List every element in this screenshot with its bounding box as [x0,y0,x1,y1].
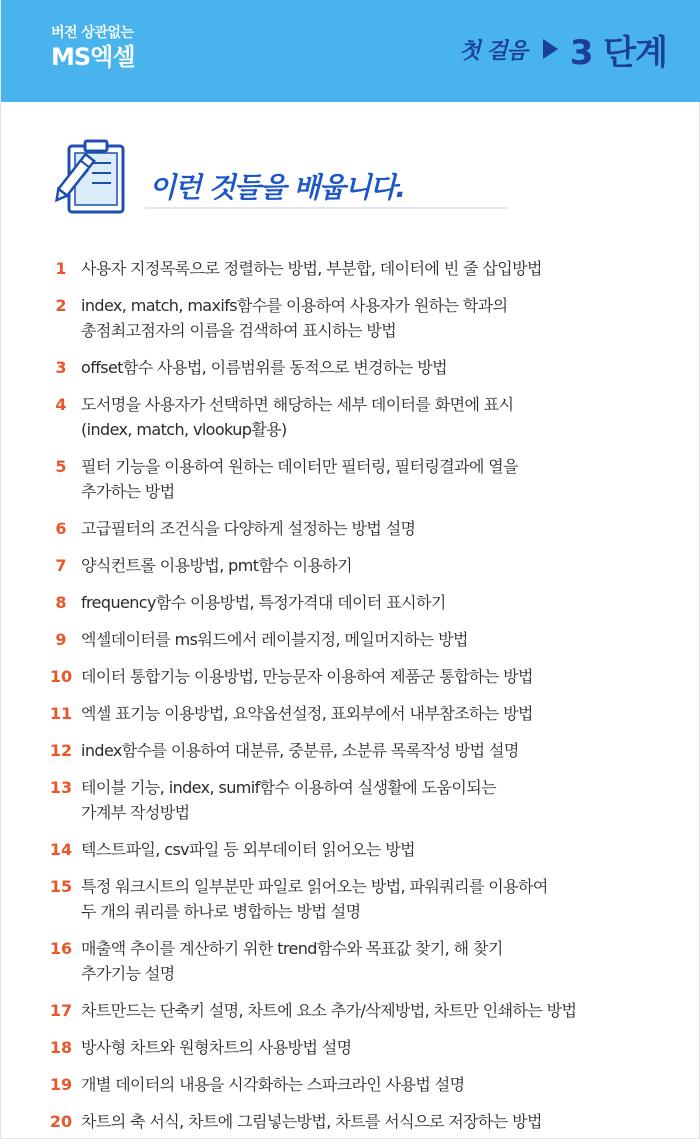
list-item [41,998,681,1023]
list-item [41,701,681,726]
curriculum-list [41,256,681,1139]
item-number: 19 [49,1075,73,1094]
list-item [41,516,681,541]
item-number: 14 [49,840,73,859]
item-text: 특정 워크시트의 일부분만 파일로 읽어오는 방법, 파워쿼리를 이용하여 두 개의 쿼리를 하나로 병합하는 방법 설명 [81,877,548,921]
list-item [41,1035,681,1060]
item-number: 6 [55,519,67,538]
brand [51,24,135,72]
item-text: 엑셀 표기능 이용방법, 요약옵션설정, 표외부에서 내부참조하는 방법 [81,704,533,723]
stage-step-first: 첫 [459,37,480,64]
play-arrow-icon [543,39,558,59]
list-item [41,1072,681,1097]
item-number: 15 [49,877,73,896]
item-text: 매출액 추이를 계산하기 위한 trend함수와 목표값 찾기, 해 찾기 추가기능 설명 [81,939,503,983]
section-title: 이런 것들을 배웁니다. [149,171,405,204]
item-text: 차트의 축 서식, 차트에 그림넣는방법, 차트를 서식으로 저장하는 방법 [81,1112,542,1131]
list-item [41,454,681,504]
item-text: 도서명을 사용자가 선택하면 해당하는 세부 데이터를 화면에 표시 (index, match, vlookup활용) [81,395,514,439]
list-item [41,738,681,763]
item-number: 1 [55,259,67,278]
item-text: 엑셀데이터를 ms워드에서 레이블지정, 메일머지하는 방법 [81,630,468,649]
item-text: index함수를 이용하여 대분류, 중분류, 소분류 목록작성 방법 설명 [81,741,519,760]
item-number: 4 [55,395,67,414]
list-item [41,627,681,652]
list-item [41,590,681,615]
item-text: 테이블 기능, index, sumif함수 이용하여 실생활에 도움이되는 가계부 작성방법 [81,778,496,822]
brand-subtitle: 버전 상관없는 [51,25,134,41]
list-item [41,775,681,825]
item-number: 7 [55,556,67,575]
item-number: 9 [55,630,67,649]
item-number: 2 [55,296,67,315]
list-item [41,293,681,343]
item-number: 11 [49,704,73,723]
item-number: 18 [49,1038,73,1057]
item-number: 5 [55,457,67,476]
item-number: 12 [49,741,73,760]
item-number: 16 [49,939,73,958]
section-title-area [45,138,465,218]
item-number: 3 [55,358,67,377]
item-text: 방사형 차트와 원형차트의 사용방법 설명 [81,1038,352,1057]
item-text: 필터 기능을 이용하여 원하는 데이터만 필터링, 필터링결과에 열을 추가하는 방법 [81,457,519,501]
item-text: frequency함수 이용방법, 특정가격대 데이터 표시하기 [81,593,446,612]
item-number: 10 [49,667,73,686]
list-item [41,664,681,689]
list-item [41,553,681,578]
list-item [41,392,681,442]
stage-step-label [459,34,526,65]
item-text: 차트만드는 단축키 설명, 차트에 요소 추가/삭제방법, 차트만 인쇄하는 방법 [81,1001,577,1020]
item-number: 8 [55,593,67,612]
item-text: 양식컨트롤 이용방법, pmt함수 이용하기 [81,556,352,575]
item-text: 텍스트파일, csv파일 등 외부데이터 읽어오는 방법 [81,840,415,859]
list-item [41,355,681,380]
stage-indicator [459,24,667,74]
item-text: 사용자 지정목록으로 정렬하는 방법, 부분합, 데이터에 빈 줄 삽입방법 [81,259,542,278]
item-text: 데이터 통합기능 이용방법, 만능문자 이용하여 제품군 통합하는 방법 [81,667,533,686]
list-item [41,936,681,986]
item-text: 고급필터의 조건식을 다양하게 설정하는 방법 설명 [81,519,416,538]
brand-title: MS엑셀 [51,43,135,71]
list-item [41,1109,681,1134]
item-text: index, match, maxifs함수를 이용하여 사용자가 원하는 학과의 총점최고점자의 이름을 검색하여 표시하는 방법 [81,296,508,340]
list-item [41,256,681,281]
item-number: 13 [49,778,73,797]
item-number: 17 [49,1001,73,1020]
clipboard-pencil-icon [45,138,135,218]
header-banner [1,0,700,102]
list-item [41,874,681,924]
item-number: 20 [49,1112,73,1131]
title-underline [145,207,507,209]
stage-level-label: 3 단계 [569,32,667,73]
item-text: offset함수 사용법, 이름범위를 동적으로 변경하는 방법 [81,358,447,377]
stage-step-rest: 걸음 [479,37,527,64]
item-text: 개별 데이터의 내용을 시각화하는 스파크라인 사용법 설명 [81,1075,465,1094]
list-item [41,837,681,862]
